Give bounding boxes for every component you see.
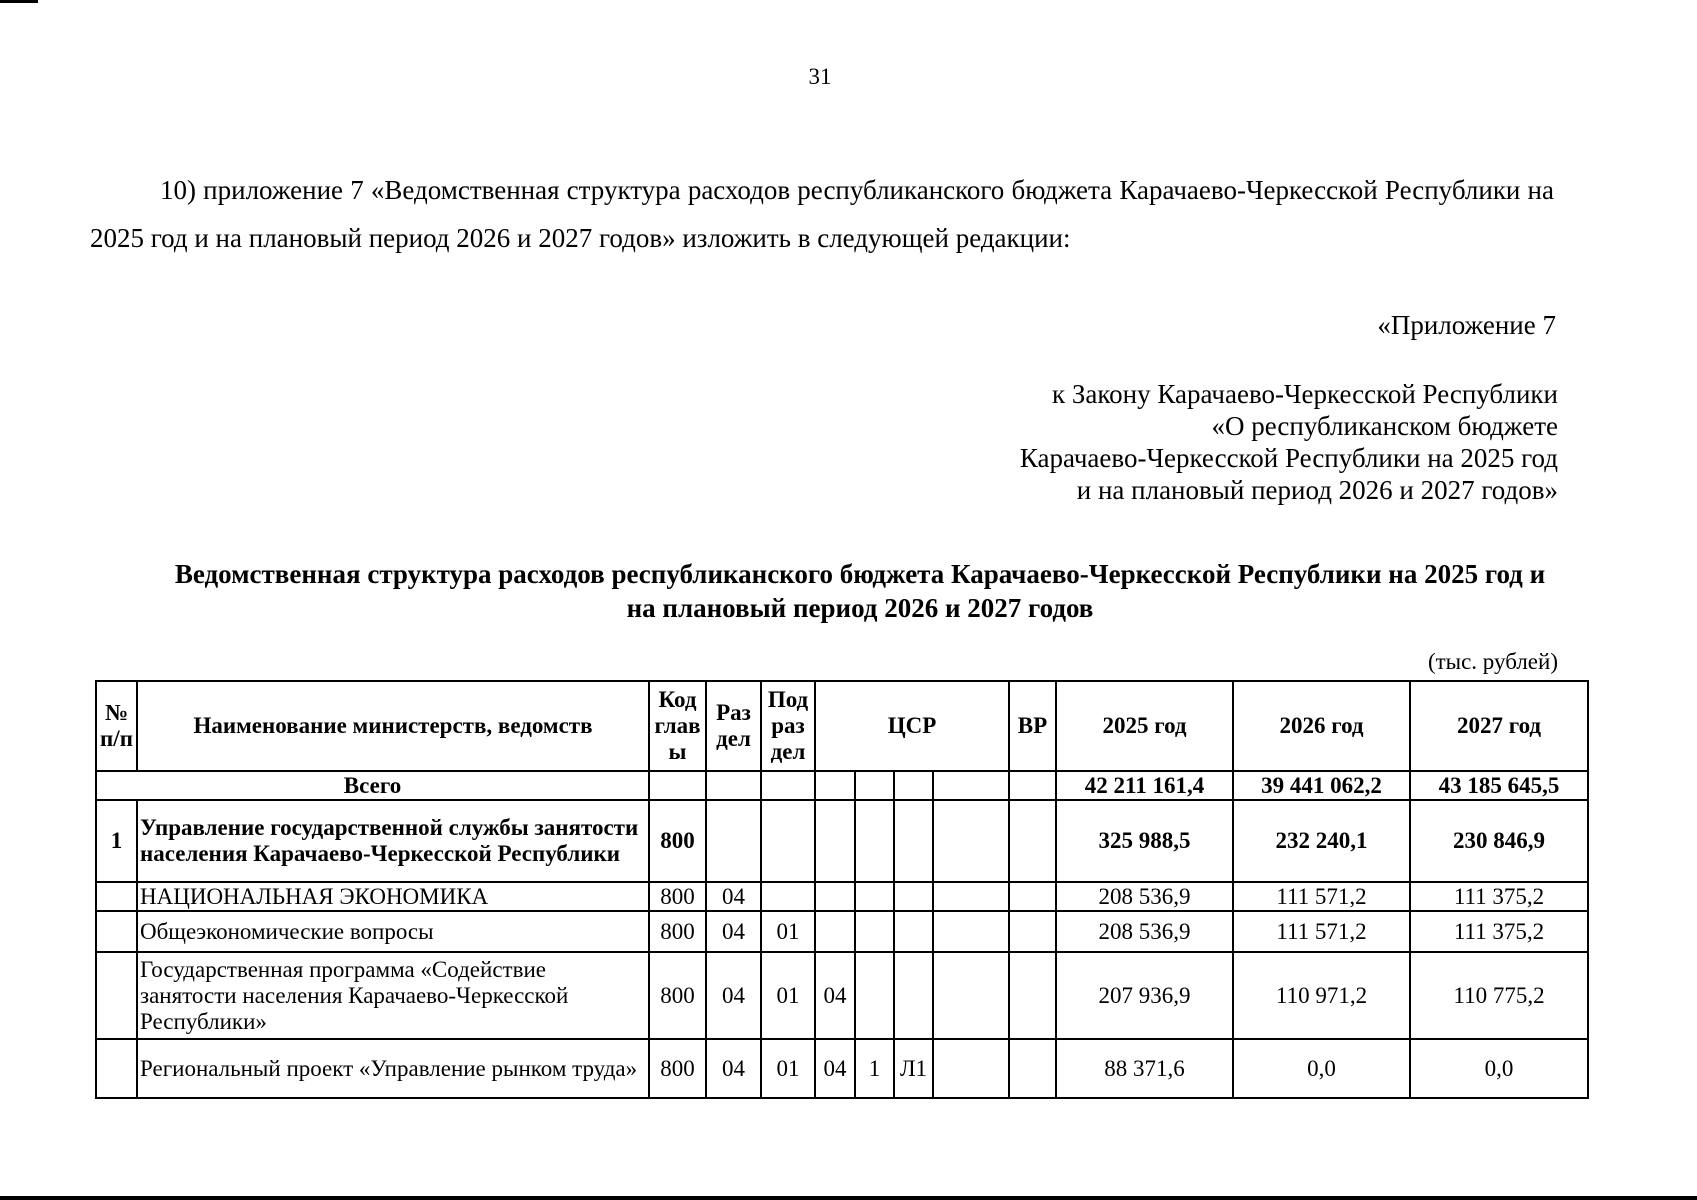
row-vr: [1009, 882, 1056, 911]
row-subsection: [761, 800, 815, 882]
header-section: Раз дел: [706, 681, 761, 771]
row-subsection: 01: [761, 952, 815, 1039]
row-section: 04: [706, 952, 761, 1039]
row-2025: 207 936,9: [1056, 952, 1233, 1039]
table-row: [96, 952, 1588, 1039]
table-title: Ведомственная структура расходов республиканского бюджета Карачаево-Черкесской Республики на 2025 год и на плановый период 2026 и 2027 годов: [174, 559, 1546, 623]
row-2025: 88 371,6: [1056, 1039, 1233, 1098]
header-2027: 2027 год: [1410, 681, 1588, 771]
row-2026: 111 571,2: [1233, 911, 1410, 952]
row-2025: 325 988,5: [1056, 800, 1233, 882]
bottom-rule: [0, 1196, 1697, 1200]
row-subsection: 01: [761, 911, 815, 952]
top-rule: [0, 0, 38, 3]
row-csr-direction: [933, 1039, 1009, 1098]
row-chapter: 800: [649, 882, 706, 911]
intro-paragraph: 10) приложение 7 «Ведомственная структура расходов республиканского бюджета Карачаево-Черкесской Республики на 2025 год и на плановый период 2026 и 2027 годов» изложить в следующей редакции:: [90, 175, 1554, 253]
row-csr-project: [894, 800, 933, 882]
row-num: [96, 1039, 137, 1098]
law-reference: [1020, 378, 1558, 506]
header-vr: ВР: [1009, 681, 1056, 771]
row-vr: [1009, 911, 1056, 952]
total-label: Всего: [96, 771, 649, 800]
row-csr-direction: [933, 800, 1009, 882]
row-csr-type: [855, 952, 894, 1039]
row-2027: 111 375,2: [1410, 911, 1588, 952]
total-2027: 43 185 645,5: [1410, 771, 1588, 800]
row-chapter: 800: [649, 952, 706, 1039]
header-name: Наименование министерств, ведомств: [137, 681, 649, 771]
row-section: [706, 800, 761, 882]
row-vr: [1009, 800, 1056, 882]
row-chapter: 800: [649, 911, 706, 952]
row-2027: 230 846,9: [1410, 800, 1588, 882]
row-2026: 110 971,2: [1233, 952, 1410, 1039]
row-csr-program: [815, 911, 855, 952]
row-vr: [1009, 1039, 1056, 1098]
row-csr-project: [894, 911, 933, 952]
row-csr-program: [815, 882, 855, 911]
unit-label: (тыс. рублей): [1427, 649, 1558, 674]
table-row: [96, 882, 1588, 911]
row-name: Государственная программа «Содействие занятости населения Карачаево-Черкесской Республики»: [137, 952, 649, 1039]
law-line: к Закону Карачаево-Черкесской Республики: [1052, 379, 1558, 409]
row-csr-direction: [933, 952, 1009, 1039]
table-row: [96, 800, 1588, 882]
row-csr-direction: [933, 911, 1009, 952]
row-csr-program: [815, 800, 855, 882]
total-2025: 42 211 161,4: [1056, 771, 1233, 800]
row-csr-project: Л1: [894, 1039, 933, 1098]
row-subsection: [761, 882, 815, 911]
header-chapter: Код глав ы: [649, 681, 706, 771]
total-2026: 39 441 062,2: [1233, 771, 1410, 800]
row-csr-direction: [933, 882, 1009, 911]
row-2025: 208 536,9: [1056, 882, 1233, 911]
row-section: 04: [706, 1039, 761, 1098]
header-2026: 2026 год: [1233, 681, 1410, 771]
row-2027: 110 775,2: [1410, 952, 1588, 1039]
header-subsection: Под раз дел: [761, 681, 815, 771]
row-name: НАЦИОНАЛЬНАЯ ЭКОНОМИКА: [137, 882, 649, 911]
row-num: [96, 882, 137, 911]
appendix-title: «Приложение 7: [1377, 310, 1556, 340]
row-name: Общеэкономические вопросы: [137, 911, 649, 952]
table-row: [96, 911, 1588, 952]
row-2026: 232 240,1: [1233, 800, 1410, 882]
row-csr-type: [855, 911, 894, 952]
row-name: Управление государственной службы занятости населения Карачаево-Черкесской Республики: [137, 800, 649, 882]
row-2026: 0,0: [1233, 1039, 1410, 1098]
row-vr: [1009, 952, 1056, 1039]
row-num: 1: [96, 800, 137, 882]
row-num: [96, 952, 137, 1039]
row-name: Региональный проект «Управление рынком труда»: [137, 1039, 649, 1098]
row-2026: 111 571,2: [1233, 882, 1410, 911]
row-csr-type: [855, 800, 894, 882]
row-csr-project: [894, 952, 933, 1039]
law-line: «О республиканском бюджете: [1211, 411, 1558, 441]
row-subsection: 01: [761, 1039, 815, 1098]
row-2027: 0,0: [1410, 1039, 1588, 1098]
row-2025: 208 536,9: [1056, 911, 1233, 952]
table-header-row: [96, 681, 1588, 771]
header-2025: 2025 год: [1056, 681, 1233, 771]
row-csr-program: 04: [815, 952, 855, 1039]
table-row: [96, 1039, 1588, 1098]
row-num: [96, 911, 137, 952]
header-csr: ЦСР: [815, 681, 1009, 771]
row-section: 04: [706, 882, 761, 911]
law-line: Карачаево-Черкесской Республики на 2025 год: [1019, 443, 1558, 473]
header-num: № п/п: [96, 681, 137, 771]
row-csr-project: [894, 882, 933, 911]
row-csr-program: 04: [815, 1039, 855, 1098]
row-chapter: 800: [649, 1039, 706, 1098]
budget-table: [95, 680, 1589, 1099]
row-2027: 111 375,2: [1410, 882, 1588, 911]
row-csr-type: [855, 882, 894, 911]
law-line: и на плановый период 2026 и 2027 годов»: [1076, 475, 1558, 505]
page-number: 31: [808, 64, 832, 89]
total-row: [96, 771, 1588, 800]
row-chapter: 800: [649, 800, 706, 882]
row-csr-type: 1: [855, 1039, 894, 1098]
row-section: 04: [706, 911, 761, 952]
